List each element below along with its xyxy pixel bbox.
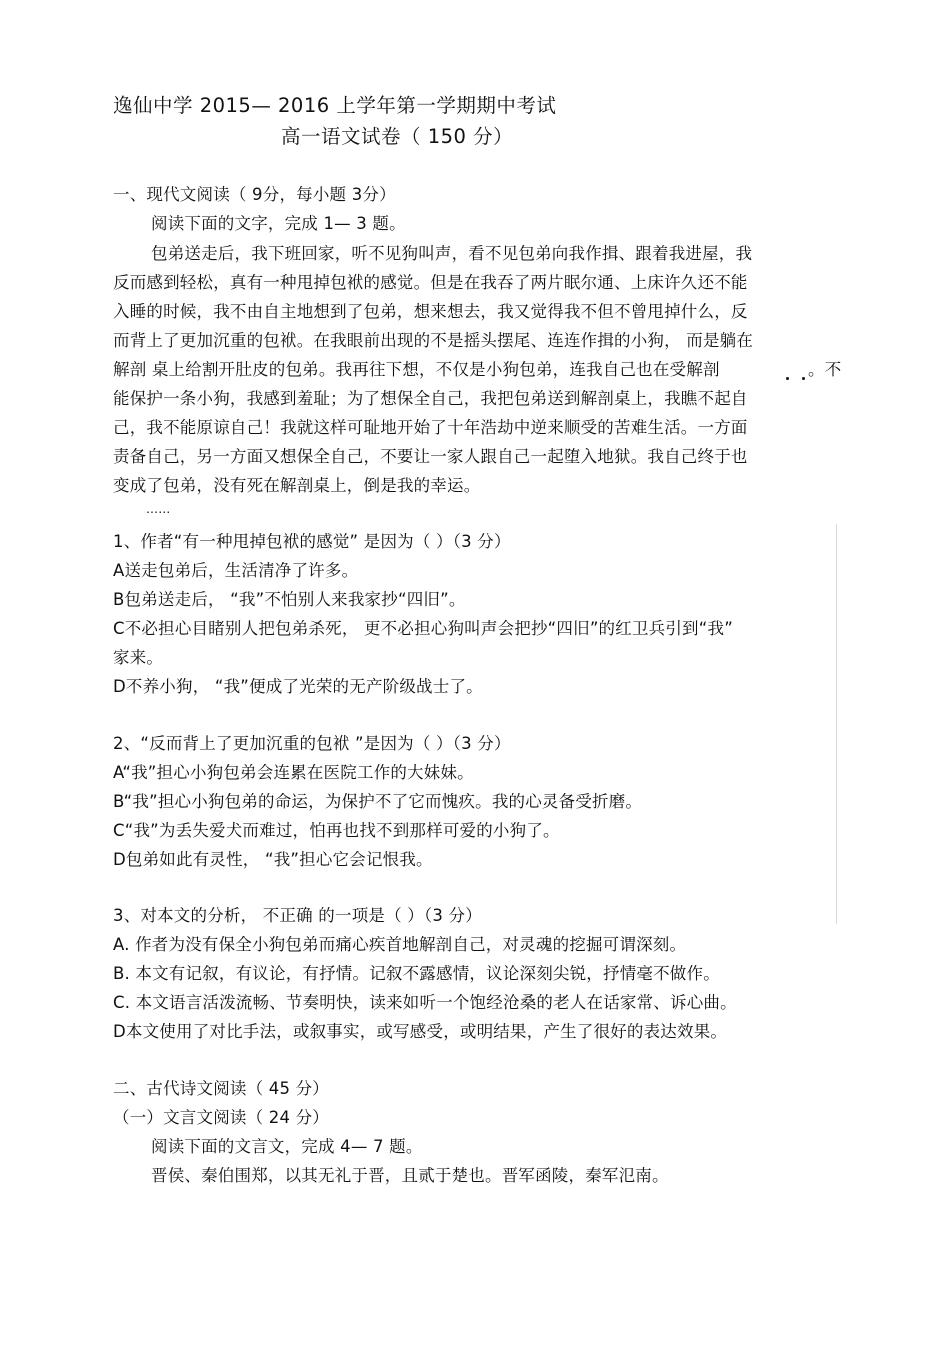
question-3-stem: 3、对本文的分析， 不正确 的一项是（ ）（3 分）: [113, 906, 482, 925]
margin-rule: [836, 524, 837, 924]
passage-line: 而背上了更加沉重的包袱。在我眼前出现的不是摇头摆尾、连连作揖的小狗， 而是躺在: [113, 331, 754, 350]
question-2-option-a: A“我”担心小狗包弟会连累在医院工作的大妹妹。: [113, 763, 474, 782]
passage-line: 入睡的时候，我不由自主地想到了包弟，想来想去，我又觉得我不但不曾甩掉什么，反: [113, 302, 748, 321]
question-1-option-b: B包弟送走后， “我”不怕别人来我家抄“四旧”。: [113, 590, 466, 609]
exam-title: 逸仙中学 2015— 2016 上学年第一学期期中考试: [113, 94, 557, 117]
passage-line: 解剖 桌上给割开肚皮的包弟。我再往下想，不仅是小狗包弟，连我自己也在受解剖: [113, 360, 720, 379]
passage-line-tail: 。不: [808, 360, 842, 379]
passage-ellipsis: ……: [146, 502, 171, 516]
question-3-option-c: C. 本文语言活泼流畅、节奏明快，读来如听一个饱经沧桑的老人在话家常、诉心曲。: [113, 993, 737, 1012]
question-3-option-b: B. 本文有记叙，有议论，有抒情。记叙不露感情，议论深刻尖锐，抒情毫不做作。: [113, 964, 720, 983]
question-3-option-d: D本文使用了对比手法，或叙事实，或写感受，或明结果，产生了很好的表达效果。: [113, 1022, 728, 1041]
classical-text-line: 晋侯、秦伯围郑，以其无礼于晋，且贰于楚也。晋军函陵，秦军氾南。: [151, 1166, 669, 1185]
question-1-option-a: A送走包弟后，生活清净了许多。: [113, 561, 359, 580]
emphasis-dot: [786, 377, 789, 380]
passage-line: 责备自己，另一方面又想保全自己，不要让一家人跟自己一起堕入地狱。我自己终于也: [113, 447, 748, 466]
section1-instruction: 阅读下面的文字，完成 1— 3 题。: [151, 214, 406, 233]
passage-line: 包弟送走后，我下班回家，听不见狗叫声，看不见包弟向我作揖、跟着我进屋，我: [151, 244, 753, 263]
section2-subheading: （一）文言文阅读（ 24 分）: [113, 1108, 329, 1127]
passage-line: 能保护一条小狗，我感到羞耻；为了想保全自己，我把包弟送到解剖桌上，我瞧不起自: [113, 389, 748, 408]
question-2-option-d: D包弟如此有灵性， “我”担心它会记恨我。: [113, 850, 433, 869]
section2-heading: 二、古代诗文阅读（ 45 分）: [113, 1079, 329, 1098]
passage-line: 变成了包弟，没有死在解剖桌上，倒是我的幸运。: [113, 476, 481, 495]
passage-line: 反而感到轻松，真有一种甩掉包袱的感觉。但是在我吞了两片眠尔通、上床许久还不能: [113, 273, 748, 292]
question-2-option-c: C“我”为丢失爱犬而难过，怕再也找不到那样可爱的小狗了。: [113, 821, 560, 840]
question-2-option-b: B“我”担心小狗包弟的命运，为保护不了它而愧疚。我的心灵备受折磨。: [113, 792, 643, 811]
passage-line: 己，我不能原谅自己！我就这样可耻地开始了十年浩劫中逆来顺受的苦难生活。一方面: [113, 418, 748, 437]
question-1-option-c-cont: 家来。: [113, 648, 164, 667]
exam-subtitle: 高一语文试卷（ 150 分）: [281, 125, 514, 148]
section2-instruction: 阅读下面的文言文，完成 4— 7 题。: [151, 1137, 423, 1156]
question-1-option-c: C不必担心目睹别人把包弟杀死， 更不必担心狗叫声会把抄“四旧”的红卫兵引到“我”: [113, 619, 733, 638]
question-3-option-a: A. 作者为没有保全小狗包弟而痛心疾首地解剖自己，对灵魂的挖掘可谓深刻。: [113, 935, 687, 954]
section1-heading: 一、现代文阅读（ 9分，每小题 3分）: [113, 185, 396, 204]
emphasis-dot: [802, 377, 805, 380]
question-2-stem: 2、“反而背上了更加沉重的包袱 ”是因为（ ）（3 分）: [113, 734, 511, 753]
question-1-stem: 1、作者“有一种甩掉包袱的感觉” 是因为（ ）（3 分）: [113, 532, 511, 551]
question-1-option-d: D不养小狗， “我”便成了光荣的无产阶级战士了。: [113, 677, 483, 696]
